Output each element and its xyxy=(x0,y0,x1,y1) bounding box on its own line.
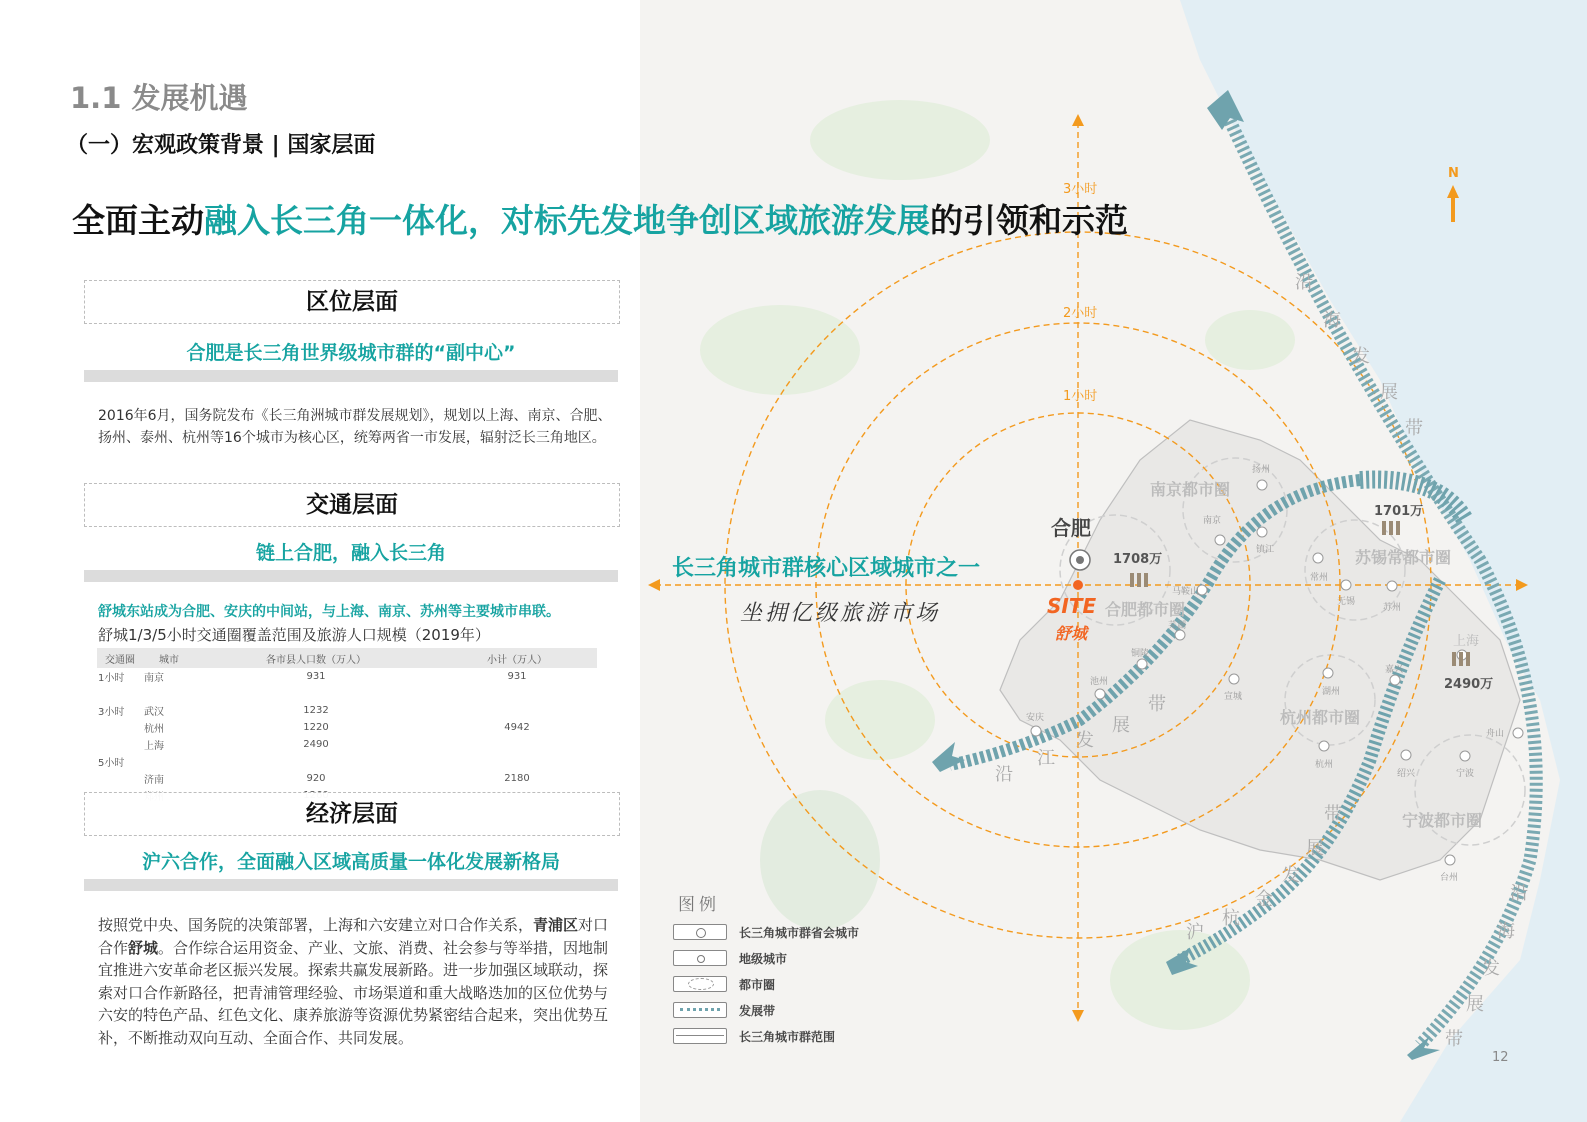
metro-nanjing: 南京都市圈 xyxy=(1150,480,1231,499)
pop-shanghai: 2490万 xyxy=(1444,677,1494,692)
economy-bold-qingpu: 青浦区 xyxy=(533,916,579,934)
band-hkw-char: 杭 xyxy=(1222,908,1240,929)
table-header: 各市县人口数（万人） xyxy=(195,648,437,668)
economy-text: 。合作综合运用资金、产业、文旅、消费、社会参与等举措，因地制宜推进六安革命老区振兴发展。探索共赢发展新路。进一步加强区域联动，探索对口合作新路径，把青浦管理经验、市场渠道和重大战略迭加的区位优势与六安的特色产品、红色文化、康养旅游等资源优势紧密结合起来，突出优势互补，不断推动双向互动、全面合作、共同发展。 xyxy=(98,938,609,1047)
region-boundary-icon xyxy=(673,1028,727,1044)
market-label: 坐拥亿级旅游市场 xyxy=(740,601,941,626)
table-cell: 5小时 xyxy=(98,758,125,769)
band-coast-char: 展 xyxy=(1466,994,1484,1015)
city-label: 无锡 xyxy=(1337,597,1356,607)
table-cell: 1220 xyxy=(303,722,329,733)
pop-hefei: 1708万 xyxy=(1113,552,1163,567)
divider-bar xyxy=(84,370,618,382)
site-name-label: 舒城 xyxy=(1055,624,1088,643)
band-hkw-char: 发 xyxy=(1282,865,1300,886)
city-label: 舟山 xyxy=(1486,729,1505,739)
legend-label: 地级城市 xyxy=(739,952,788,966)
band-coast-char: 沿 xyxy=(1295,272,1313,293)
ring-label-1h: 1小时 xyxy=(1063,389,1098,404)
site-label: SITE xyxy=(1047,594,1097,618)
city-label: 湖州 xyxy=(1322,687,1341,697)
divider-bar xyxy=(84,570,618,582)
table-cell: 杭州 xyxy=(144,724,164,735)
band-coast-char: 海 xyxy=(1497,921,1515,942)
block-lead-economy: 沪六合作，全面融入区域高质量一体化发展新格局 xyxy=(141,851,560,873)
table-cell: 上海 xyxy=(144,741,164,752)
headline-part2: 融入长三角一体化，对标先发地争创区域旅游发展 xyxy=(204,201,930,240)
table-cell: 931 xyxy=(507,671,527,682)
section-title: 1.1 发展机遇 xyxy=(70,81,248,115)
city-label: 南京 xyxy=(1203,516,1222,526)
economy-text: 按照党中央、国务院的决策部署，上海和六安建立对口合作关系， xyxy=(98,916,534,934)
prefecture-city-icon xyxy=(673,950,727,966)
table-row xyxy=(97,719,597,736)
table-cell: 3小时 xyxy=(98,707,125,718)
city-label: 马鞍山 xyxy=(1172,587,1200,597)
band-coast-char: 带 xyxy=(1405,418,1423,439)
band-river-char: 江 xyxy=(1037,748,1055,769)
capital-city-icon xyxy=(673,924,727,940)
block-body-economy xyxy=(98,914,618,1049)
band-river-char: 发 xyxy=(1076,730,1094,751)
legend-label: 长三角城市群省会城市 xyxy=(739,926,860,940)
ring-label-3h: 3小时 xyxy=(1063,182,1098,197)
block-title-transport: 交通层面 xyxy=(84,483,620,527)
table-cell: 武汉 xyxy=(144,707,164,718)
development-band-icon xyxy=(673,1002,727,1018)
band-river-char: 带 xyxy=(1148,694,1166,715)
city-label: 芜湖 xyxy=(1168,621,1187,631)
headline-part1: 全面主动 xyxy=(72,201,204,240)
city-label: 绍兴 xyxy=(1397,769,1416,779)
table-row xyxy=(97,702,597,719)
table-row xyxy=(97,685,597,702)
economy-bold-shucheng: 舒城 xyxy=(128,938,159,957)
city-label: 安庆 xyxy=(1026,713,1045,723)
pop-suxichang: 1701万 xyxy=(1374,504,1424,519)
city-label: 杭州 xyxy=(1315,760,1334,770)
band-coast-char: 沿 xyxy=(1510,883,1528,904)
table-cell: 4942 xyxy=(504,722,530,733)
table-header: 交通圈 xyxy=(97,648,143,668)
band-coast-char: 发 xyxy=(1352,346,1370,367)
city-label: 铜陵 xyxy=(1131,649,1150,659)
city-label: 池州 xyxy=(1090,677,1109,687)
divider-bar xyxy=(84,879,618,891)
legend-title: 图例 xyxy=(678,895,720,915)
block-body-location: 2016年6月，国务院发布《长三角洲城市群发展规划》，规划以上海、南京、合肥、扬州、泰州、杭州等16个城市为核心区，统筹两省一市发展，辐射泛长三角地区。 xyxy=(98,408,612,446)
metro-ningbo: 宁波都市圈 xyxy=(1402,811,1483,830)
ring-label-2h: 2小时 xyxy=(1063,306,1098,321)
section-subtitle: （一）宏观政策背景 | 国家层面 xyxy=(66,133,376,158)
city-label: 嘉兴 xyxy=(1385,665,1404,675)
band-river-char: 展 xyxy=(1112,715,1130,736)
legend-label: 发展带 xyxy=(739,1004,776,1018)
table-header: 城市 xyxy=(143,648,195,668)
transport-highlight: 舒城东站成为合肥、安庆的中间站，与上海、南京、苏州等主要城市串联。 xyxy=(98,604,560,620)
metro-circle-icon xyxy=(673,976,727,992)
page-number: 12 xyxy=(1492,1050,1509,1065)
metro-hefei: 合肥都市圈 xyxy=(1105,600,1186,619)
band-hkw-char: 带 xyxy=(1324,804,1342,825)
core-city-label: 长三角城市群核心区域城市之一 xyxy=(672,556,981,581)
legend-label: 长三角城市群范围 xyxy=(739,1030,836,1044)
table-title: 舒城1/3/5小时交通圈覆盖范围及旅游人口规模（2019年） xyxy=(98,626,490,644)
city-label: 宁波 xyxy=(1456,769,1475,779)
legend-label: 都市圈 xyxy=(739,978,776,992)
band-hkw-char: 沪 xyxy=(1186,922,1204,943)
table-row xyxy=(97,668,597,685)
city-label: 上海 xyxy=(1453,634,1480,649)
city-label: 扬州 xyxy=(1252,465,1271,475)
north-label: N xyxy=(1448,166,1459,181)
table-row xyxy=(97,770,597,787)
block-lead-transport: 链上合肥，融入长三角 xyxy=(255,542,446,564)
table-cell: 2490 xyxy=(303,739,329,750)
city-label: 苏州 xyxy=(1383,603,1402,613)
block-title-location: 区位层面 xyxy=(84,280,620,324)
city-label: 常州 xyxy=(1310,573,1329,583)
band-hkw-char: 金 xyxy=(1255,889,1273,910)
metro-suxichang: 苏锡常都市圈 xyxy=(1355,548,1452,567)
table-cell: 济南 xyxy=(144,775,164,786)
city-label: 宣城 xyxy=(1224,692,1243,702)
city-label: 台州 xyxy=(1440,873,1459,883)
table-row xyxy=(97,753,597,770)
table-row xyxy=(97,736,597,753)
band-hkw-char: 展 xyxy=(1306,838,1324,859)
table-cell: 931 xyxy=(306,671,326,682)
table-cell: 920 xyxy=(306,773,326,784)
table-cell: 2180 xyxy=(504,773,530,784)
hefei-label: 合肥 xyxy=(1051,516,1091,540)
metro-hangzhou: 杭州都市圈 xyxy=(1280,708,1361,727)
block-lead-location: 合肥是长三角世界级城市群的“副中心” xyxy=(186,342,516,364)
economy-text: 对口合作 xyxy=(98,916,609,957)
band-river-char: 沿 xyxy=(995,764,1013,785)
table-cell: 1小时 xyxy=(98,673,125,684)
table-cell: 1232 xyxy=(303,705,329,716)
band-coast-char: 发 xyxy=(1482,958,1500,979)
traffic-circle-table xyxy=(97,648,597,804)
block-title-economy: 经济层面 xyxy=(84,792,620,836)
headline-part3: 的引领和示范 xyxy=(930,201,1128,240)
table-cell: 南京 xyxy=(144,673,164,684)
headline xyxy=(72,195,1128,242)
band-coast-char: 海 xyxy=(1323,310,1341,331)
city-label: 镇江 xyxy=(1256,545,1275,555)
table-header: 小计（万人） xyxy=(437,648,597,668)
band-coast-char: 带 xyxy=(1445,1029,1463,1050)
band-coast-char: 展 xyxy=(1380,382,1398,403)
